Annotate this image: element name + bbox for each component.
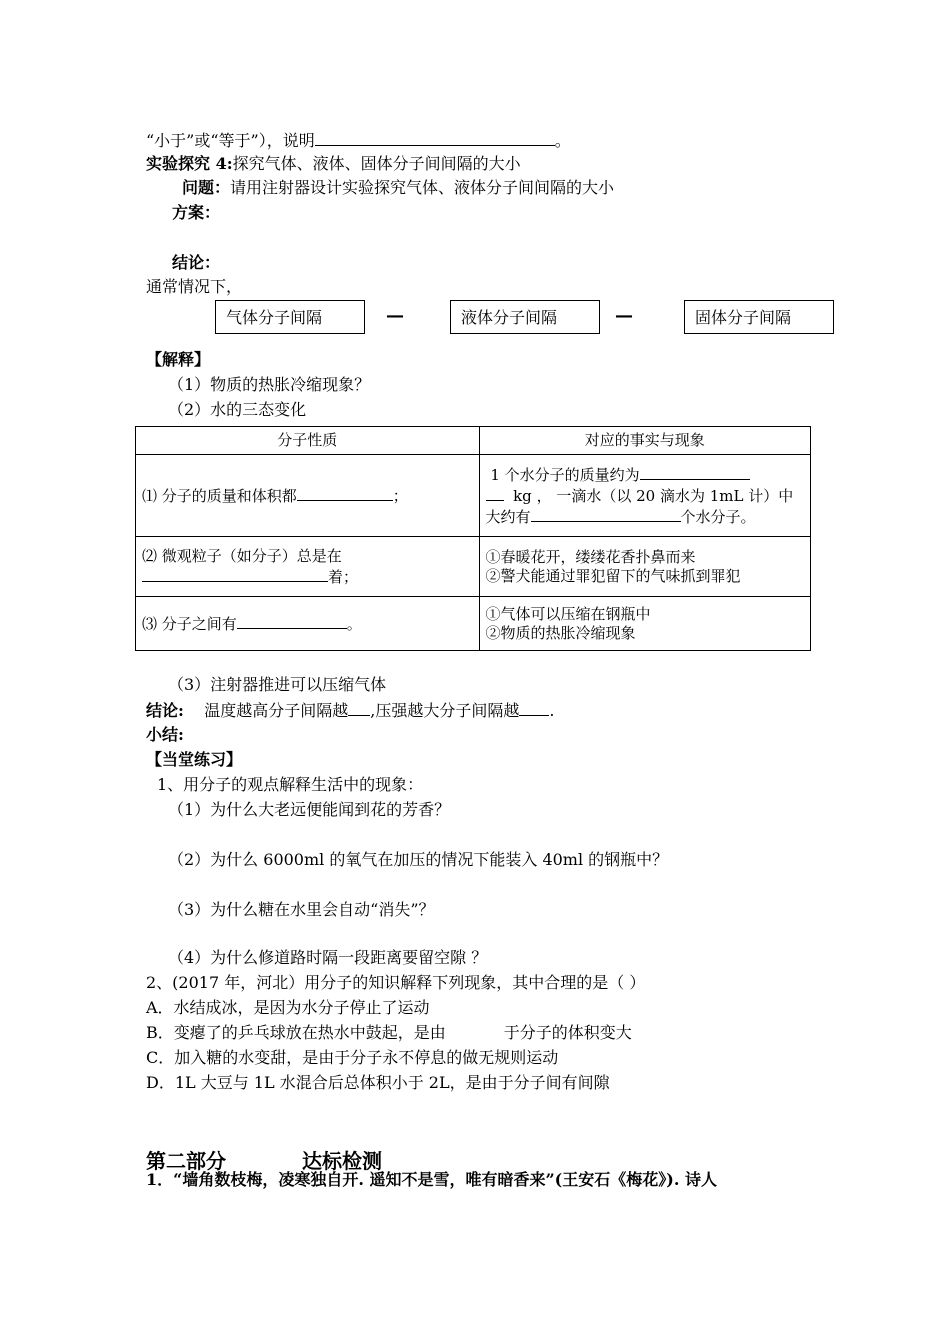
- option-d: D．1L 大豆与 1L 水混合后总体积小于 2L，是由于分子间有间隙: [146, 1073, 610, 1092]
- practice-title: 【当堂练习】: [146, 750, 243, 769]
- practice-q1-2: （2）为什么 6000ml 的氧气在加压的情况下能装入 40ml 的钢瓶中？: [168, 850, 669, 869]
- answer-blank: [486, 485, 504, 501]
- answer-blank: [237, 613, 347, 629]
- table-row: [136, 537, 811, 597]
- plan-label: 方案：: [172, 203, 221, 222]
- gas-spacing-box: 气体分子间隔: [215, 300, 365, 334]
- header-facts: 对应的事实与现象: [479, 427, 810, 455]
- row2-facts: ①春暖花开，缕缕花香扑鼻而来 ②警犬能通过罪犯留下的气味抓到罪犯: [479, 537, 810, 597]
- part2-title: 达标检测: [302, 1149, 382, 1173]
- answer-blank: [315, 130, 555, 146]
- table-row: [136, 455, 811, 537]
- answer-blank: [297, 485, 393, 501]
- row1-property: ⑴ 分子的质量和体积都 ；: [136, 455, 480, 537]
- solid-spacing-box: 固体分子间隔: [684, 300, 834, 334]
- explain-title: 【解释】: [146, 350, 211, 369]
- option-b: B．变瘪了的乒乓球放在热水中鼓起，是由 于分子的体积变大: [146, 1023, 632, 1042]
- summary-label: 小结:: [146, 725, 184, 744]
- answer-blank: [531, 506, 681, 522]
- compare-blank-2: —: [615, 305, 633, 326]
- part2-label: 第二部分: [146, 1149, 226, 1173]
- answer-blank: [142, 566, 328, 582]
- conclusion-line: 结论: 温度越高分子间隔越 ,压强越大分子间隔越 .: [146, 701, 555, 720]
- part2-q1: 1．“墙角数枝梅，凌寒独自开. 遥知不是雪，唯有暗香来”(王安石《梅花》). 诗人: [146, 1170, 717, 1189]
- experiment-4: 实验探究 4:探究气体、液体、固体分子间间隔的大小: [146, 154, 521, 173]
- intro-line: “小于”或“等于”），说明 。: [146, 131, 571, 150]
- explain-item-1: （1）物质的热胀冷缩现象？: [168, 375, 371, 394]
- question-line: 问题：请用注射器设计实验探究气体、液体分子间间隔的大小: [182, 178, 615, 197]
- molecule-properties-table: [135, 426, 811, 651]
- practice-q1-1: （1）为什么大老远便能闻到花的芳香？: [168, 800, 451, 819]
- answer-blank: [348, 700, 370, 716]
- practice-q2: 2、(2017 年，河北）用分子的知识解释下列现象，其中合理的是（ ）: [146, 973, 646, 992]
- row1-facts: 1 个水分子的质量约为 kg ， 一滴水（以 20 滴水为 1mL 计）中大约有 个水分子。: [479, 455, 810, 537]
- row2-property: ⑵ 微观粒子（如分子）总是在 着；: [136, 537, 480, 597]
- practice-q1: 1、用分子的观点解释生活中的现象：: [157, 775, 424, 794]
- practice-q1-3: （3）为什么糖在水里会自动“消失”？: [168, 900, 435, 919]
- option-c: C．加入糖的水变甜，是由于分子永不停息的做无规则运动: [146, 1048, 559, 1067]
- table-header-row: [136, 427, 811, 455]
- explain-item-2: （2）水的三态变化: [168, 400, 307, 419]
- normal-condition: 通常情况下，: [146, 277, 243, 296]
- conclusion-label: 结论：: [172, 253, 221, 272]
- answer-blank: [519, 700, 549, 716]
- row3-property: ⑶ 分子之间有 。: [136, 597, 480, 651]
- option-a: A．水结成冰，是因为水分子停止了运动: [146, 998, 430, 1017]
- practice-q1-4: （4）为什么修道路时隔一段距离要留空隙 ？: [168, 948, 488, 967]
- compare-blank-1: —: [386, 305, 404, 326]
- answer-blank: [640, 464, 750, 480]
- header-property: 分子性质: [136, 427, 480, 455]
- liquid-spacing-box: 液体分子间隔: [450, 300, 600, 334]
- table-row: [136, 597, 811, 651]
- explain-item-3: （3）注射器推进可以压缩气体: [168, 675, 387, 694]
- row3-facts: ①气体可以压缩在钢瓶中 ②物质的热胀冷缩现象: [479, 597, 810, 651]
